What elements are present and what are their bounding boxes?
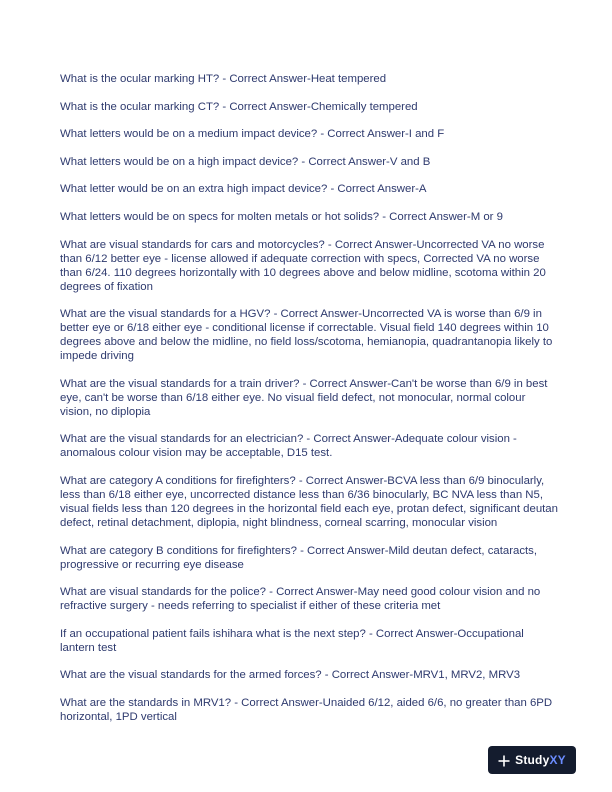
- qa-item: What are the visual standards for a HGV? - Correct Answer-Uncorrected VA is worse than 6/9 in better eye or 6/18 either eye - conditional license if correctable. Visual field 140 degrees within 10 degrees above and below the midline, no field loss/scotoma, hemianopia, quadrantanopia likely to impede driving: [60, 308, 553, 363]
- badge-brand-text: [515, 753, 566, 767]
- qa-item: What is the ocular marking CT? - Correct Answer-Chemically tempered: [60, 100, 418, 113]
- qa-item: What are the standards in MRV1? - Correct Answer-Unaided 6/12, aided 6/6, no greater than 6PD horizontal, 1PD vertical: [60, 696, 553, 723]
- qa-item: What letters would be on a medium impact device? - Correct Answer-I and F: [60, 128, 445, 141]
- qa-item: What are the visual standards for the armed forces? - Correct Answer-MRV1, MRV2, MRV3: [60, 669, 521, 682]
- qa-item: What letter would be on an extra high impact device? - Correct Answer-A: [60, 183, 427, 196]
- qa-list: [60, 72, 560, 738]
- qa-item: What are the visual standards for a train driver? - Correct Answer-Can't be worse than 6/9 in best eye, can't be worse than 6/18 either eye. No visual field defect, not monocular, normal colour vision, no diplopia: [60, 377, 548, 418]
- qa-item: What letters would be on a high impact device? - Correct Answer-V and B: [60, 155, 431, 168]
- qa-item: What are the visual standards for an electrician? - Correct Answer-Adequate colour vision - anomalous colour vision may be acceptable, D15 test.: [60, 433, 517, 460]
- badge-brand-prefix: Study: [515, 753, 550, 767]
- qa-item: If an occupational patient fails ishihara what is the next step? - Correct Answer-Occupational lantern test: [60, 627, 524, 654]
- studyxy-badge[interactable]: [488, 746, 576, 774]
- qa-item: What are category A conditions for firefighters? - Correct Answer-BCVA less than 6/9 binocularly, less than 6/18 either eye, uncorrected distance less than 6/36 binocularly, BC NVA less than N5, visual fields less than 120 degrees in the horizontal field each eye, protan defect, significant deutan defect, retinal detachment, diplopia, night blindness, corneal scarring, monocular vision: [60, 474, 558, 529]
- qa-item: What letters would be on specs for molten metals or hot solids? - Correct Answer-M or 9: [60, 210, 503, 223]
- qa-item: What are visual standards for cars and motorcycles? - Correct Answer-Uncorrected VA no worse than 6/12 better eye - license allowed if adequate correction with specs, Corrected VA no worse than 6/24. 110 degrees horizontally with 10 degrees above and below midline, scotoma within 20 degrees of fixation: [60, 238, 546, 293]
- qa-item: What are visual standards for the police? - Correct Answer-May need good colour vision and no refractive surgery - needs referring to specialist if either of these criteria met: [60, 586, 541, 613]
- qa-item: What are category B conditions for firefighters? - Correct Answer-Mild deutan defect, cataracts, progressive or recurring eye disease: [60, 544, 538, 571]
- qa-item: What is the ocular marking HT? - Correct Answer-Heat tempered: [60, 73, 387, 85]
- badge-brand-suffix: XY: [549, 753, 566, 767]
- plus-icon: [498, 754, 510, 766]
